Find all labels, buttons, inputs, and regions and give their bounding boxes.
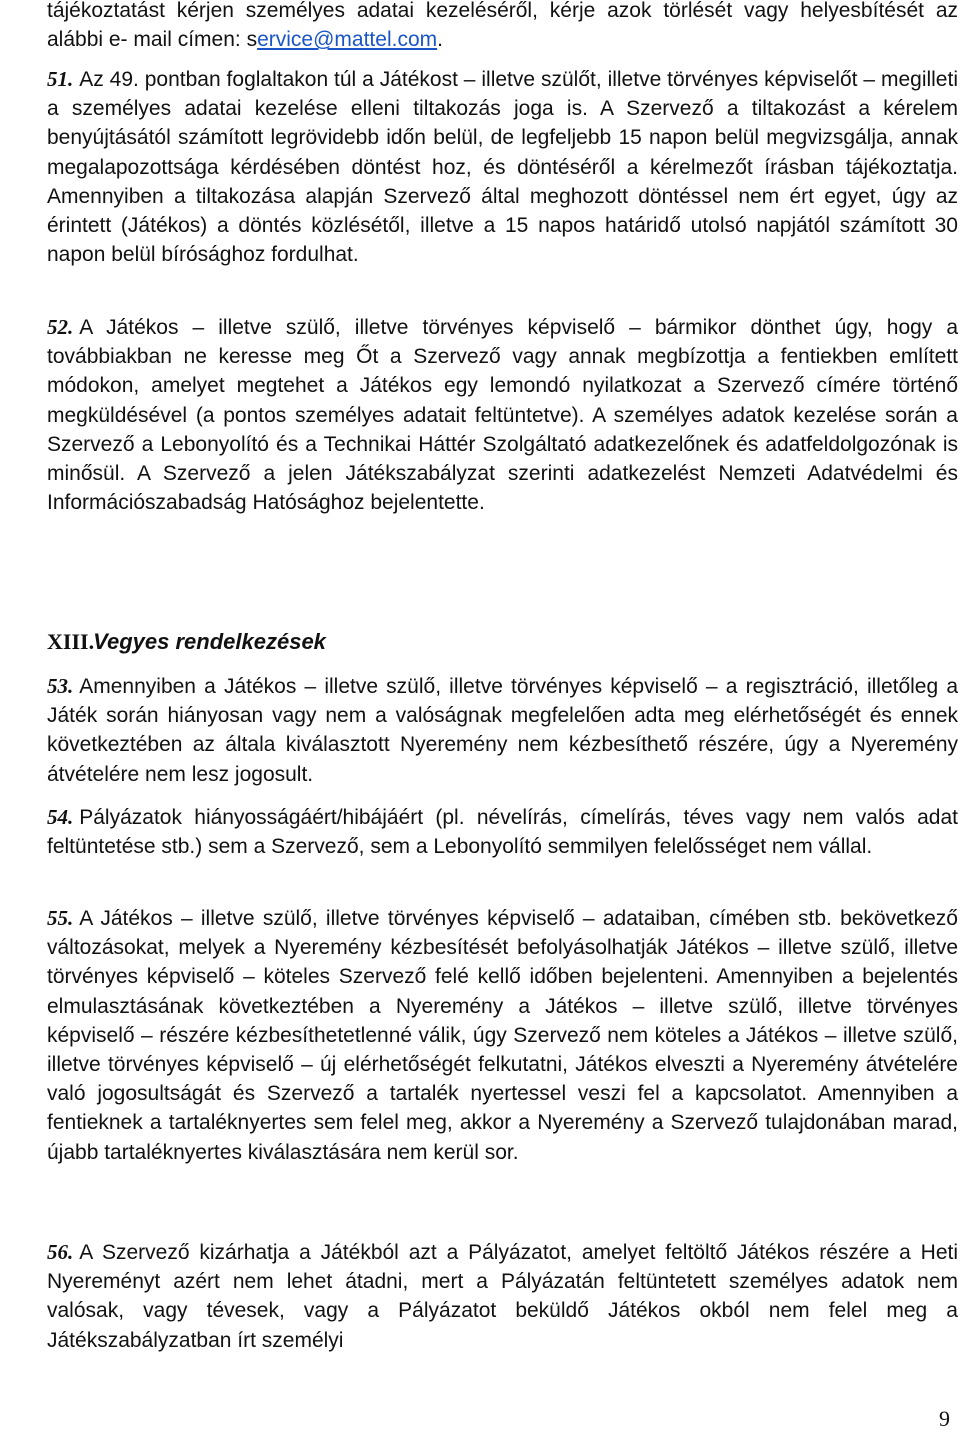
paragraph-55	[47, 904, 958, 1167]
page-number: 9	[939, 1406, 950, 1431]
paragraph-54	[47, 803, 958, 861]
section-heading	[47, 629, 326, 655]
paragraph-text: A Játékos – illetve szülő, illetve törvényes képviselő – bármikor dönthet úgy, hogy a továbbiakban ne keresse meg Őt a Szervező vagy annak megbízottja a fentiekben említett módokon, amelyet megtehet a Játékos egy lemondó nyilatkozat a Szervező címére történő megküldésével (a pontos személyes adatait feltüntetve). A személyes adatok kezelése során a Szervező a Lebonyolító és a Technikai Háttér Szolgáltató adatkezelőnek és adatfeldolgozónak is minősül. A Szervező a jelen Játékszabályzat szerinti adatkezelést Nemzeti Adatvédelmi és Információszabadság Hatósághoz bejelentette.	[47, 316, 958, 515]
paragraph-number: 54.	[47, 805, 74, 829]
paragraph-51	[47, 65, 958, 269]
paragraph-number: 55.	[47, 906, 74, 930]
paragraph-number: 51.	[47, 67, 74, 91]
paragraph-56	[47, 1238, 958, 1355]
paragraph-text: Amennyiben a Játékos – illetve szülő, illetve törvényes képviselő – a regisztráció, illetőleg a Játék során hiányosan vagy nem a valóságnak megfelelően adta meg elérhetőségét és ennek következtében az általa kiválasztott Nyeremény nem kézbesíthető részére, úgy a Nyeremény átvételére nem lesz jogosult.	[47, 675, 958, 786]
paragraph-text: A Szervező kizárhatja a Játékból azt a Pályázatot, amelyet feltöltő Játékos részére a Heti Nyereményt azért nem lehet átadni, mert a Pályázatán feltüntetett személyes adatok nem valósak, vagy tévesek, vagy a Pályázatot beküldő Játékos okból nem felel meg a Játékszabályzatban írt személyi	[47, 1241, 958, 1352]
paragraph-text: Az 49. pontban foglaltakon túl a Játékost – illetve szülőt, illetve törvényes képviselőt – megilleti a személyes adatai kezelése elleni tiltakozás joga is. A Szervező a tiltakozást a kérelem benyújtásától számított legrövidebb időn belül, de legfeljebb 15 napon belül megvizsgálja, annak megalapozottsága kérdésében döntést hoz, és döntéséről a kérelmezőt írásban tájékoztatja. Amennyiben a tiltakozása alapján Szervező által meghozott döntéssel nem ért egyet, úgy az érintett (Játékos) a döntés közlésétől, illetve a 15 napos határidő utolsó napjától számított 30 napon belül bírósághoz fordulhat.	[47, 68, 958, 267]
paragraph-text: Pályázatok hiányosságáért/hibájáért (pl. névelírás, címelírás, téves vagy nem valós adat feltüntetése stb.) sem a Szervező, sem a Lebonyolító semmilyen felelősséget nem vállal.	[47, 806, 958, 859]
email-link[interactable]: ervice@mattel.com	[257, 28, 438, 52]
intro-tail: .	[437, 28, 443, 52]
paragraph-53	[47, 672, 958, 789]
paragraph-number: 53.	[47, 674, 74, 698]
intro-text: tájékoztatást kérjen személyes adatai kezeléséről, kérje azok törlését vagy helyesbítését az alábbi e- mail címen: s	[47, 0, 958, 52]
section-title: Vegyes rendelkezések	[93, 629, 326, 654]
paragraph-52	[47, 313, 958, 517]
intro-paragraph	[47, 0, 958, 54]
section-number: XIII.	[47, 629, 95, 654]
paragraph-number: 52.	[47, 315, 74, 339]
paragraph-text: A Játékos – illetve szülő, illetve törvényes képviselő – adataiban, címében stb. bekövetkező változásokat, melyek a Nyeremény kézbesítését befolyásolhatják Játékos – illetve szülő, illetve törvényes képviselő – köteles Szervező felé kellő időben bejelenteni. Amennyiben a bejelentés elmulasztásának következtében a Nyeremény a Játékos – illetve szülő, illetve törvényes képviselő – részére kézbesíthetetlenné válik, úgy Szervező nem köteles a Játékos – illetve szülő, illetve törvényes képviselő – új elérhetőségét felkutatni, Játékos elveszti a Nyeremény átvételére való jogosultságát és Szervező a tartalék nyertessel veszi fel a kapcsolatot. Amennyiben a fentieknek a tartaléknyertes sem felel meg, akkor a Nyeremény a Szervező tulajdonában marad, újabb tartaléknyertes kiválasztására nem kerül sor.	[47, 907, 958, 1164]
paragraph-number: 56.	[47, 1240, 74, 1264]
